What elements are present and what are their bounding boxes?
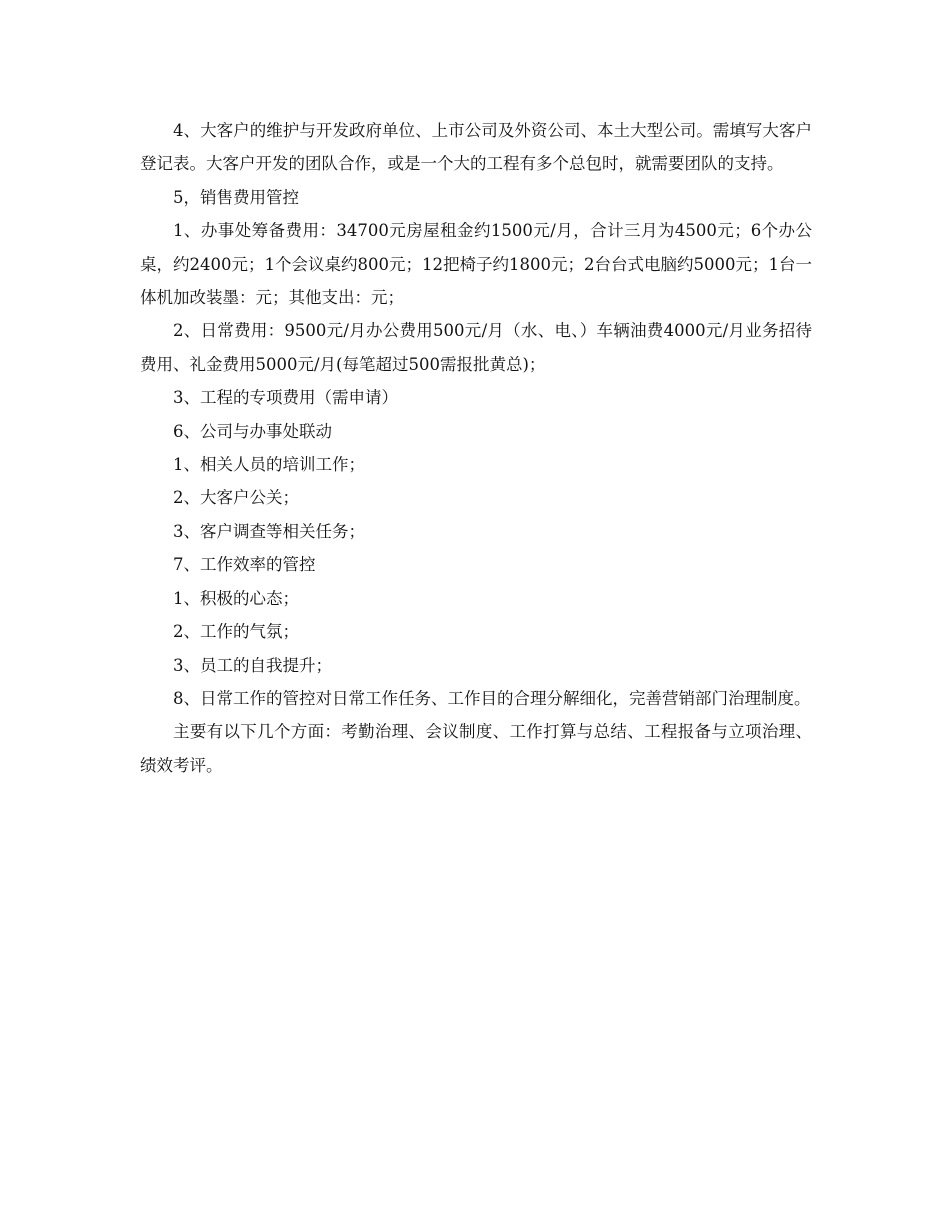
list-item-training: 1、相关人员的培训工作； bbox=[173, 455, 365, 475]
heading-efficiency-control: 7、工作效率的管控 bbox=[173, 555, 316, 575]
paragraph-main-aspects: 主要有以下几个方面：考勤治理、会议制度、工作打算与总结、工程报备与立项治理、绩效考评。 bbox=[140, 722, 812, 775]
heading-company-office-link: 6、公司与办事处联动 bbox=[173, 421, 332, 441]
list-item-self-improvement: 3、员工的自我提升； bbox=[173, 655, 332, 675]
list-item-atmosphere: 2、工作的气氛； bbox=[173, 622, 299, 642]
document-body bbox=[140, 114, 812, 782]
paragraph-daily-work-control: 8、日常工作的管控对日常工作任务、工作目的合理分解细化，完善营销部门治理制度。 bbox=[173, 688, 811, 708]
heading-sales-cost-control: 5，销售费用管控 bbox=[173, 187, 299, 207]
paragraph-daily-cost: 2、日常费用：9500元/月办公费用500元/月（水、电、）车辆油费4000元/月业务招待费用、礼金费用5000元/月(每笔超过500需报批黄总)； bbox=[140, 321, 812, 374]
list-item-client-pr: 2、大客户公关； bbox=[173, 488, 299, 508]
paragraph-office-setup-cost: 1、办事处筹备费用：34700元房屋租金约1500元/月，合计三月为4500元；6个办公桌，约2400元；1个会议桌约800元；12把椅子约1800元；2台台式电脑约5000元；1台一体机加改装墨：元；其他支出：元； bbox=[140, 221, 812, 308]
list-item-attitude: 1、积极的心态； bbox=[173, 588, 299, 608]
paragraph-client-maintenance: 4、大客户的维护与开发政府单位、上市公司及外资公司、本土大型公司。需填写大客户登记表。大客户开发的团队合作，或是一个大的工程有多个总包时，就需要团队的支持。 bbox=[140, 121, 812, 174]
list-item-client-survey: 3、客户调查等相关任务； bbox=[173, 521, 365, 541]
paragraph-project-cost: 3、工程的专项费用（需申请） bbox=[173, 388, 398, 408]
